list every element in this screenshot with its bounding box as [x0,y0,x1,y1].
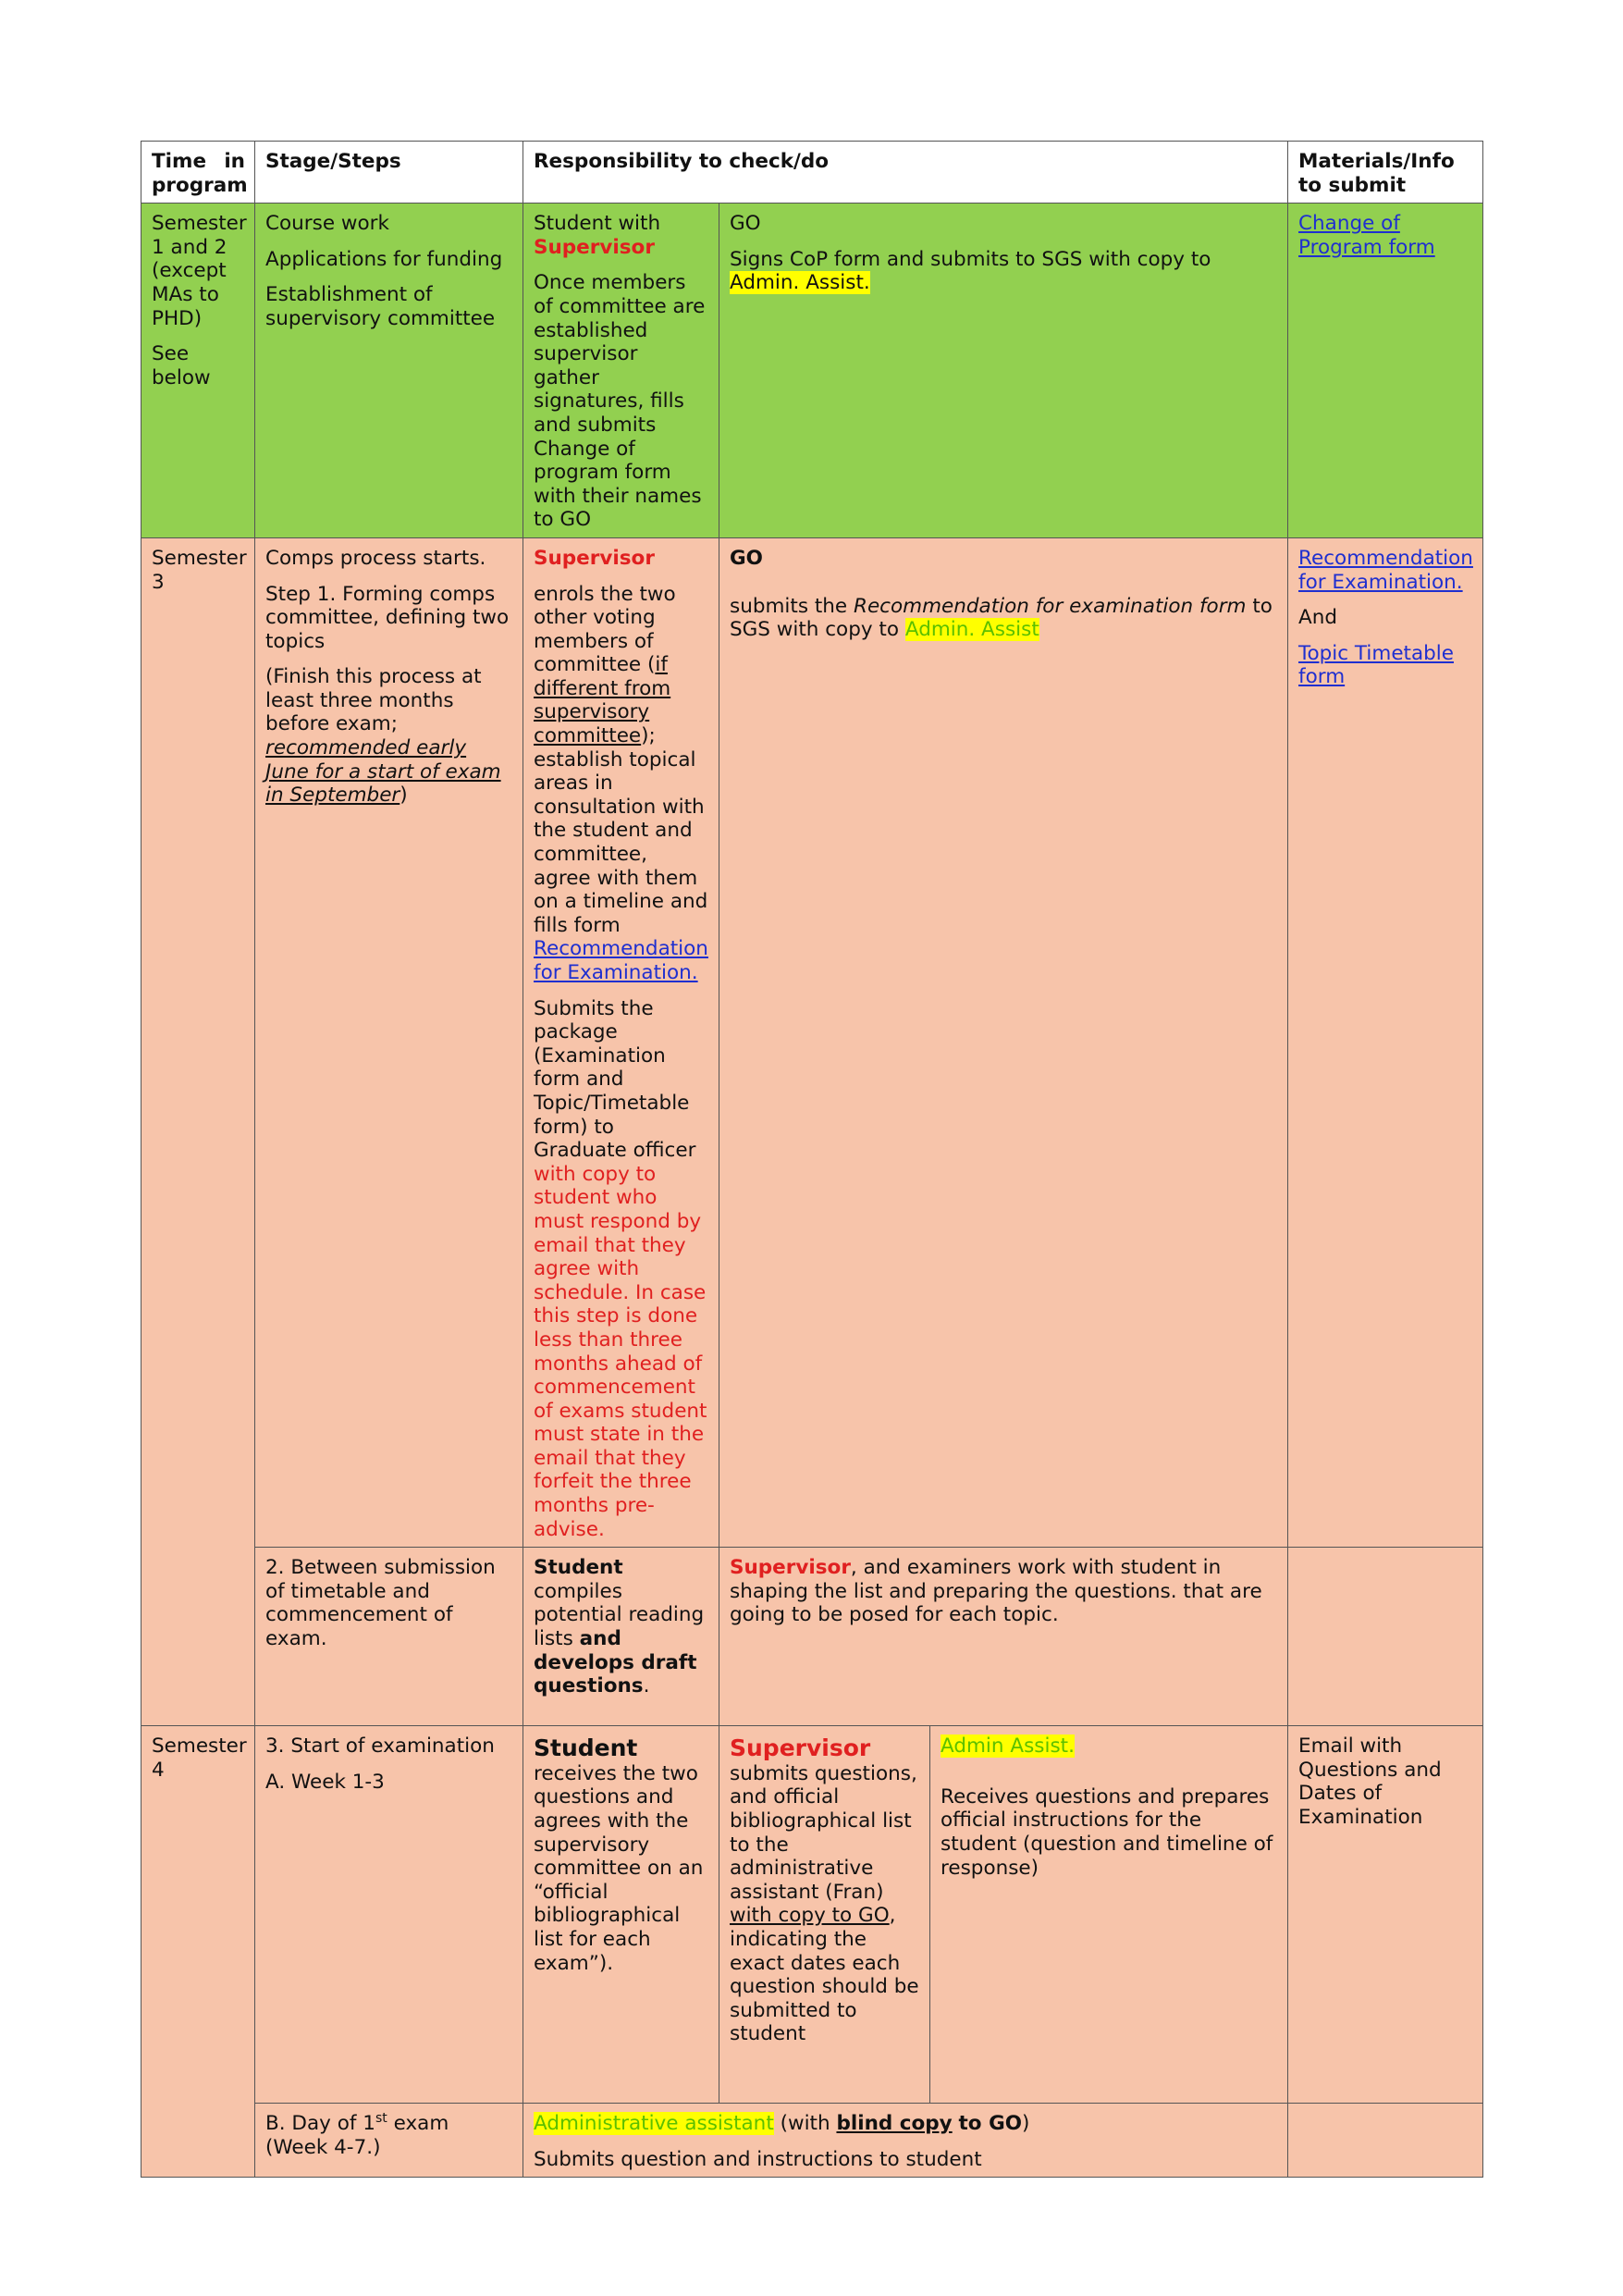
supervisor-label: Supervisor [730,1556,851,1580]
header-time: Time in program [141,142,255,204]
recommendation-link[interactable]: Recommendation for Examination. [534,937,708,984]
go-text-cont: to SGS with copy to [730,594,1273,642]
responsibility-supervisor-cell [719,1548,1288,1726]
procedure-table [141,141,1483,2178]
stage-text: B. Day of 1 [265,2112,375,2136]
stage-item: A. Week 1-3 [265,1770,385,1794]
with-end: ) [1022,2112,1030,2136]
stage-recommendation: recommended early June for a start of exam in September [265,736,501,808]
student-label: Student [534,1734,638,1762]
submits-red-text: with copy to student who must respond by email that they agree with schedule. In case this step is done less than three months ahead of commencement of exams student must state in the email that they forfeit the three months pre-advise. [534,1162,707,1541]
header-responsibility: Responsibility to check/do [523,142,1288,204]
stage-note-end: ) [400,784,408,808]
submits-text: Submits the package (Examination form and Topic/Timetable form) to Graduate officer [534,996,696,1163]
student-text-end: . [643,1674,650,1698]
go-label: GO [730,212,761,236]
responsibility-admin-cell [523,2104,1288,2178]
materials-cell [1288,204,1483,538]
topic-timetable-link[interactable]: Topic Timetable form [1298,641,1454,689]
stage-item: Step 1. Forming comps committee, defining two topics [265,582,510,653]
student-label: Student [534,1556,623,1580]
submits-text: Submits question and instructions to student [534,2147,982,2171]
row-semester-3-step-1 [141,537,1483,1547]
stage-item: Applications for funding [265,247,503,271]
materials-cell: Email with Questions and Dates of Examination [1288,1726,1483,2104]
supervisor-text-cont: , indicating the exact dates each question should be submitted to student [730,1904,919,2046]
supervisor-text-underline: with copy to GO [730,1904,890,1928]
admin-assistant-highlight: Administrative assistant [534,2112,774,2136]
student-text: compiles potential reading lists [534,1579,705,1651]
stage-item: Course work [265,212,389,236]
go-text-italic: Recommendation for examination form [854,594,1247,618]
time-label: Semester 1 and 2 (except MAs to PHD) [152,212,247,330]
header-materials: Materials/Info to submit [1288,142,1483,204]
stage-cell [255,537,523,1547]
stage-cell [255,204,523,538]
to-go-text: to GO [958,2112,1022,2136]
header-row [141,142,1483,204]
materials-cell [1288,2104,1483,2178]
row-semester-3-step-2 [141,1548,1483,1726]
go-label: GO [730,546,763,570]
change-of-program-link[interactable]: Change of Program form [1298,212,1435,259]
responsibility-go-cell [719,537,1288,1547]
time-cell [141,204,255,538]
row-semester-4-week-1-3 [141,1726,1483,2104]
admin-assist-highlight: Admin. Assist [904,618,1039,642]
supervisor-label: Supervisor [534,235,655,259]
stage-cell [255,2104,523,2178]
responsibility-student-cell [523,1726,719,2104]
admin-assist-highlight: Admin. Assist. [730,271,870,295]
materials-cell [1288,537,1483,1547]
responsibility-text: Once members of committee are established supervisor gather signatures, fills and submits Change of program form with their names to GO [534,271,706,532]
student-bold-text: and develops draft questions [534,1627,697,1698]
materials-and: And [1298,606,1337,630]
stage-text-cont: exam (Week 4-7.) [265,2112,449,2159]
supervisor-text: submits questions, and official bibliographical list to the administrative assistant (Fran) [730,1761,917,1904]
responsibility-go-cell [719,204,1288,538]
stage-item: Establishment of supervisory committee [265,283,496,330]
row-semester-1-2 [141,204,1483,538]
stage-cell [255,1726,523,2104]
time-note: See below [152,342,211,389]
recommendation-link[interactable]: Recommendation for Examination. [1298,546,1473,594]
row-semester-4-day-1 [141,2104,1483,2178]
go-text: submits the [730,594,848,618]
materials-cell [1288,1548,1483,1726]
student-with-label: Student with [534,212,661,236]
student-text: receives the two questions and agrees with the supervisory committee on an “official bibliographical list for each exam”). [534,1761,704,1975]
responsibility-supervisor-cell [523,537,719,1547]
time-cell: Semester 3 [141,537,255,1725]
admin-assist-highlight: Admin Assist. [941,1734,1075,1759]
supervisor-label: Supervisor [534,546,655,570]
supervisor-text: enrols the two other voting members of committee ( [534,582,676,677]
stage-superscript: st [375,2111,387,2127]
responsibility-student-cell [523,1548,719,1726]
stage-item: Comps process starts. [265,546,486,570]
stage-note: (Finish this process at least three months before exam; [265,665,482,736]
responsibility-supervisor-cell [719,1726,930,2104]
stage-cell: 2. Between submission of timetable and commencement of exam. [255,1548,523,1726]
admin-text: Receives questions and prepares official instructions for the student (question and timeline of response) [941,1784,1273,1880]
with-text: (with [780,2112,830,2136]
supervisor-text-cont: ); establish topical areas in consultation with the student and committee, agree with them on a timeline and fills form [534,724,708,937]
supervisor-text: , and examiners work with student in shaping the list and preparing the questions. that are going to be posed for each topic. [730,1556,1262,1627]
supervisor-text-underline: if different from supervisory committee [534,653,671,748]
go-text: Signs CoP form and submits to SGS with copy to [730,247,1211,271]
header-stage: Stage/Steps [255,142,523,204]
responsibility-student-cell [523,204,719,538]
responsibility-admin-cell [930,1726,1288,2104]
stage-item: 3. Start of examination [265,1734,495,1759]
blind-copy-text: blind copy [836,2112,953,2136]
supervisor-label: Supervisor [730,1734,871,1762]
time-cell: Semester 4 [141,1726,255,2178]
